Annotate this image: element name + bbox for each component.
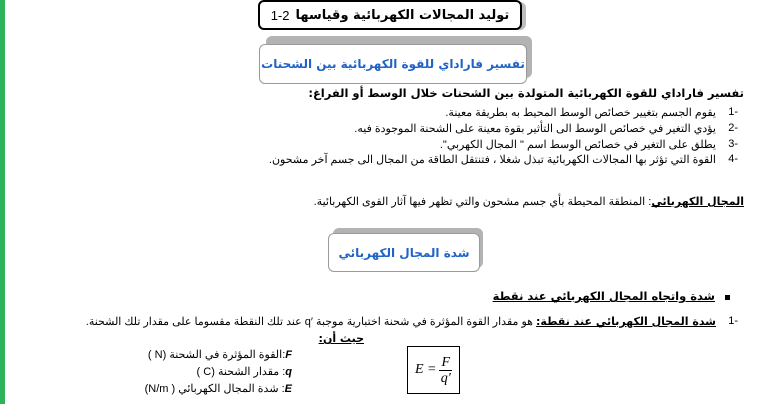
faraday-heading-box	[259, 44, 527, 84]
field-definition-text: المنطقة المحيطة بأي جسم مشحون والتي تظهر فيها آثار القوى الكهربائية.	[313, 196, 646, 208]
field-formula	[407, 346, 460, 394]
field-definition: المجال الكهربائي: المنطقة المحيطة بأي جسم مشحون والتي تظهر فيها آثار القوى الكهربائية.	[313, 195, 744, 208]
formula-fraction	[439, 355, 452, 386]
section-number: 1-2	[270, 7, 290, 23]
variable-symbol: E	[284, 383, 292, 395]
intensity-heading-box	[328, 233, 480, 272]
faraday-heading: تفسير فاراداي للقوة الكهربائية بين الشحنات	[261, 57, 525, 71]
section-title-box	[258, 0, 522, 30]
variable-force	[148, 348, 292, 361]
faraday-point-2	[354, 122, 738, 135]
section-title: توليد المجالات الكهربائية وقياسها	[295, 7, 510, 23]
point-definition-text: هو مقدار القوة المؤثرة في شحنة اختبارية موجبة ′q عند تلك النقطة مقسوما على مقدار تلك الشحنة.	[85, 316, 537, 328]
point-number: -3	[728, 138, 738, 150]
variable-text: :القوة المؤثرة في الشحنة (N )	[147, 349, 286, 361]
variable-symbol: F	[285, 349, 292, 361]
formula-lhs: E =	[414, 362, 437, 377]
variable-symbol: q	[285, 366, 292, 378]
faraday-point-3	[440, 138, 738, 151]
faraday-point-4	[269, 153, 738, 166]
variable-text: : مقدار الشحنة (C )	[196, 366, 286, 378]
variable-field	[145, 382, 292, 395]
faraday-point-1	[445, 106, 738, 119]
where-label: حيث أن:	[318, 332, 364, 345]
variable-charge	[197, 365, 292, 378]
formula-numerator: F	[441, 354, 451, 370]
point-number: -4	[728, 153, 738, 165]
point-number: -2	[728, 122, 738, 134]
left-margin-bar	[0, 0, 5, 404]
field-definition-term: المجال الكهربائي	[651, 195, 744, 208]
formula-denominator: q′	[440, 370, 451, 386]
intro-line: تفسير فاراداي للقوة الكهربائية المتولدة بين الشحنات خلال الوسط أو الفراغ:	[308, 86, 744, 100]
point-number: -1	[728, 315, 738, 327]
point-text: يؤدي التغير في خصائص الوسط الى التأثير بقوة معينة على الشحنة الموجودة فيه.	[354, 123, 716, 135]
point-text: القوة التي تؤثر بها المجالات الكهربائية تبذل شغلا ، فتنتقل الطاقة من المجال الى جسم آخر مشحون.	[268, 154, 716, 166]
point-definition	[86, 315, 738, 328]
variable-text: : شدة المجال الكهربائي ( N/m)	[144, 383, 285, 395]
square-bullet-icon	[725, 295, 730, 300]
bullet-heading-row	[493, 289, 730, 303]
point-definition-term: شدة المجال الكهربائي عند نقطة:	[536, 315, 716, 328]
bullet-heading: شدة واتجاه المجال الكهربائي عند نقطة	[492, 289, 715, 303]
point-text: يطلق على التغير في خصائص الوسط اسم " المجال الكهربي".	[439, 139, 716, 151]
point-number: -1	[728, 106, 738, 118]
intensity-heading: شدة المجال الكهربائي	[338, 245, 470, 260]
point-text: يقوم الجسم بتغيير خصائص الوسط المحيط به بطريقة معينة.	[445, 107, 716, 119]
